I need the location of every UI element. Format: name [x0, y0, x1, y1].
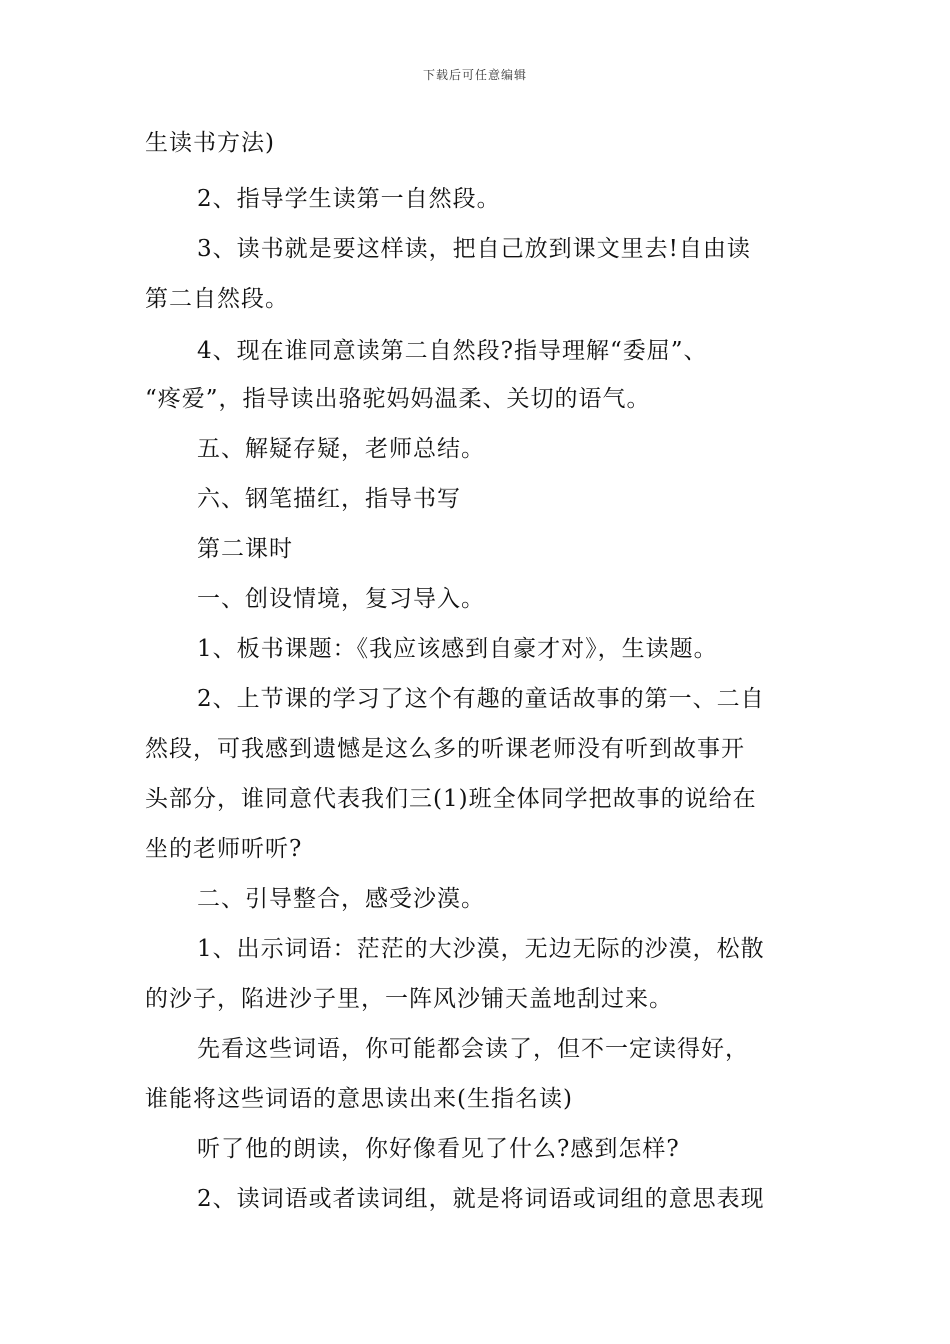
text-line: 1、出示词语：茫茫的大沙漠，无边无际的沙漠，松散: [197, 936, 765, 962]
text-line: 生读书方法): [145, 130, 275, 156]
text-line: 谁能将这些词语的意思读出来(生指名读): [145, 1086, 573, 1112]
text-line: 听了他的朗读，你好像看见了什么?感到怎样?: [197, 1136, 680, 1162]
text-line: 六、钢笔描红，指导书写: [197, 486, 461, 512]
text-line: 五、解疑存疑，老师总结。: [197, 436, 485, 462]
text-line: 的沙子，陷进沙子里，一阵风沙铺天盖地刮过来。: [145, 986, 673, 1012]
text-line: 一、创设情境，复习导入。: [197, 586, 485, 612]
text-line: 先看这些词语，你可能都会读了，但不一定读得好，: [197, 1036, 749, 1062]
text-line: 第二自然段。: [145, 286, 289, 312]
page-header: 下载后可任意编辑: [422, 68, 527, 82]
text-line: 2、指导学生读第一自然段。: [197, 186, 501, 212]
text-line: 1、板书课题：《我应该感到自豪才对》，生读题。: [197, 636, 718, 662]
text-line: 4、现在谁同意读第二自然段?指导理解“委屈”、: [197, 338, 708, 364]
section-title: 第二课时: [197, 536, 293, 562]
text-line: 3、读书就是要这样读，把自己放到课文里去!自由读: [197, 236, 751, 262]
text-line: 2、读词语或者读词组，就是将词语或词组的意思表现: [197, 1186, 765, 1212]
text-line: 2、上节课的学习了这个有趣的童话故事的第一、二自: [197, 686, 765, 712]
text-line: 坐的老师听听?: [145, 836, 303, 862]
text-line: 二、引导整合，感受沙漠。: [197, 886, 485, 912]
text-line: 头部分，谁同意代表我们三(1)班全体同学把故事的说给在: [145, 786, 757, 812]
text-line: 然段，可我感到遗憾是这么多的听课老师没有听到故事开: [145, 736, 745, 762]
text-line: “疼爱”，指导读出骆驼妈妈温柔、关切的语气。: [145, 386, 651, 412]
